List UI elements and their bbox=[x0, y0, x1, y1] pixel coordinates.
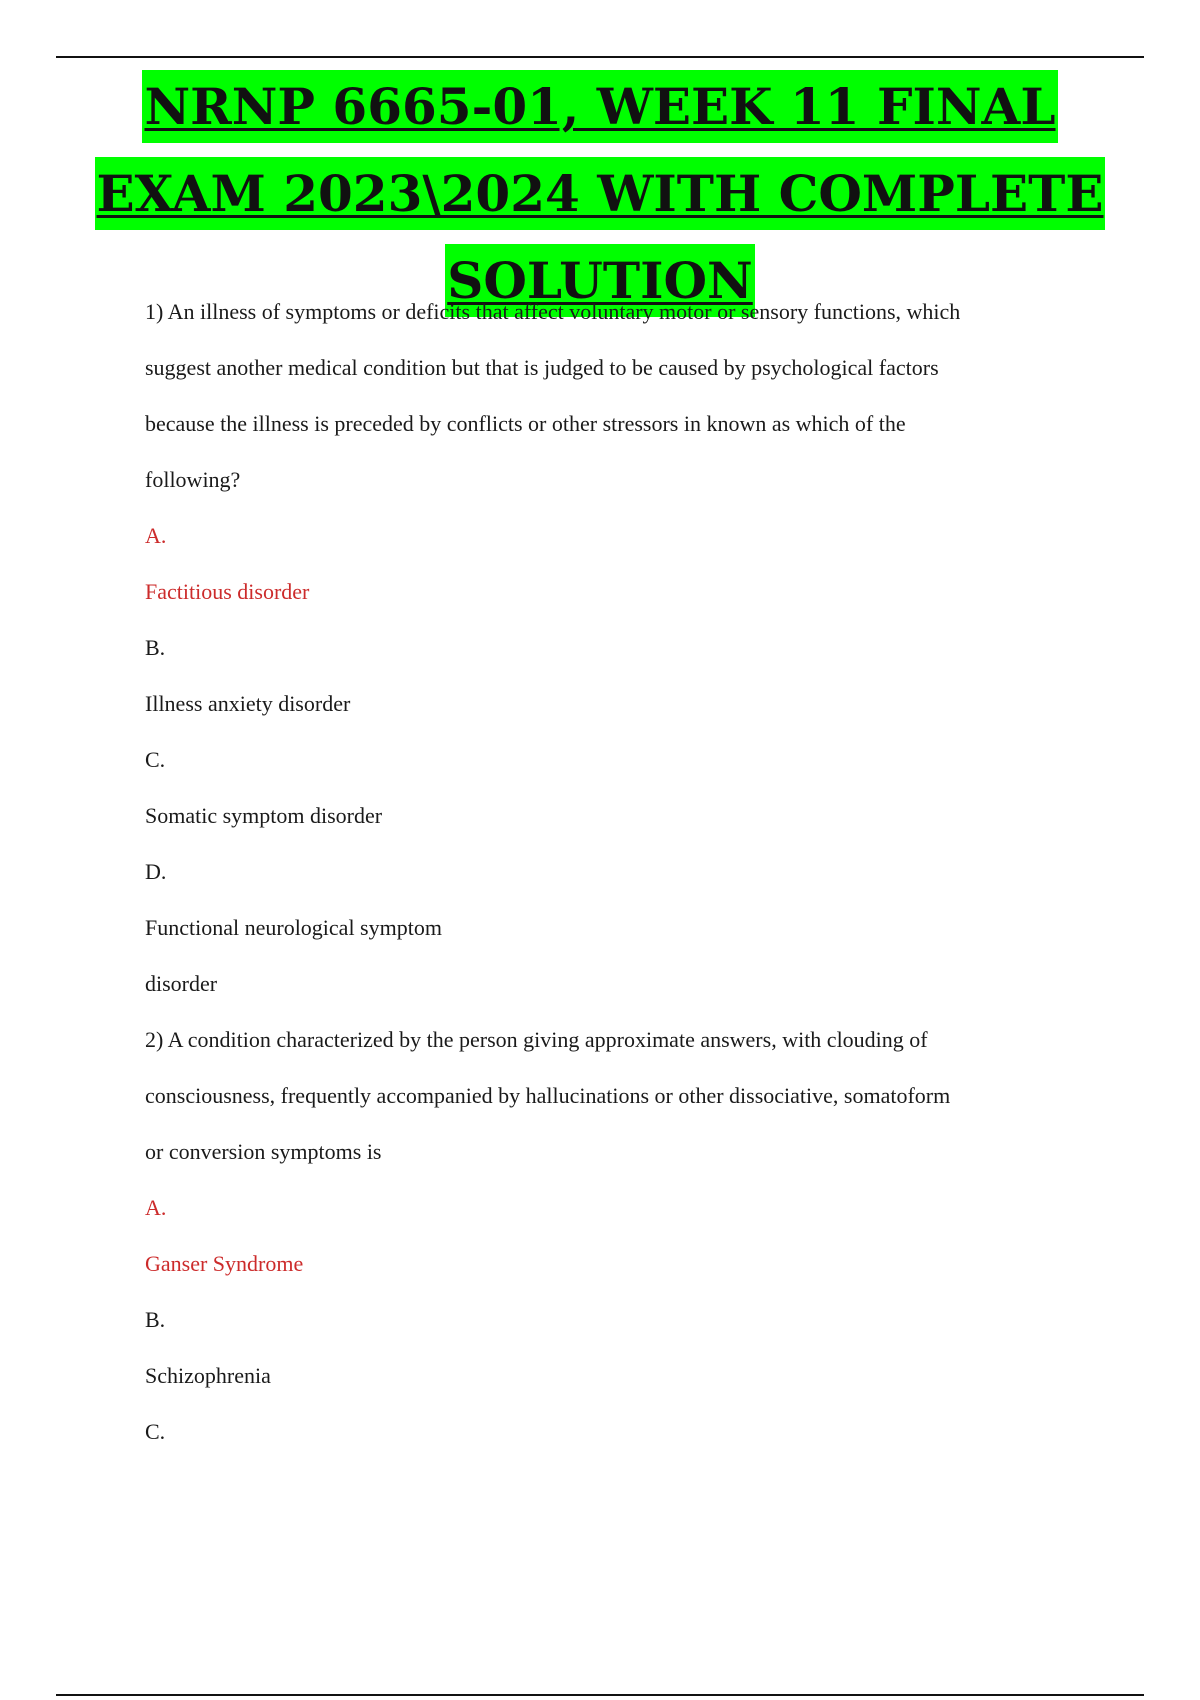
question-1-stem-line: because the illness is preceded by conflicts or other stressors in known as which of the bbox=[145, 411, 906, 436]
document-body bbox=[145, 284, 1065, 1460]
question-1-option-a-text: Factitious disorder bbox=[145, 579, 310, 604]
question-1-option-c-letter: C. bbox=[145, 747, 166, 772]
title-line-2: EXAM 2023\2024 WITH COMPLETE bbox=[95, 157, 1106, 230]
question-2-stem-line: 2) A condition characterized by the person giving approximate answers, with clouding of bbox=[145, 1027, 928, 1052]
question-2-stem-line: consciousness, frequently accompanied by hallucinations or other dissociative, somatoform bbox=[145, 1083, 951, 1108]
question-1-stem-line: suggest another medical condition but that is judged to be caused by psychological factors bbox=[145, 355, 939, 380]
question-2-option-b-letter: B. bbox=[145, 1307, 166, 1332]
question-2-stem-line: or conversion symptoms is bbox=[145, 1139, 382, 1164]
question-1-stem-line: following? bbox=[145, 467, 241, 492]
question-2-option-a-letter: A. bbox=[145, 1195, 167, 1220]
question-2-option-a-text: Ganser Syndrome bbox=[145, 1251, 304, 1276]
question-1-option-d-text: Functional neurological symptom bbox=[145, 915, 442, 940]
question-1-option-d-text: disorder bbox=[145, 971, 218, 996]
question-2-option-b-text: Schizophrenia bbox=[145, 1363, 271, 1388]
title-line-3: SOLUTION bbox=[445, 244, 755, 317]
question-1-option-a-letter: A. bbox=[145, 523, 167, 548]
question-2-option-c-letter: C. bbox=[145, 1419, 166, 1444]
question-1-option-c-text: Somatic symptom disorder bbox=[145, 803, 383, 828]
question-1-stem-line: 1) An illness of symptoms or deficits that affect voluntary motor or sensory functions, which bbox=[145, 299, 961, 324]
title-line-1: NRNP 6665-01, WEEK 11 FINAL bbox=[142, 70, 1057, 143]
question-1-option-b-letter: B. bbox=[145, 635, 166, 660]
bottom-rule bbox=[56, 1694, 1144, 1696]
question-1-option-b-text: Illness anxiety disorder bbox=[145, 691, 351, 716]
question-1-option-d-letter: D. bbox=[145, 859, 167, 884]
top-rule bbox=[56, 56, 1144, 58]
